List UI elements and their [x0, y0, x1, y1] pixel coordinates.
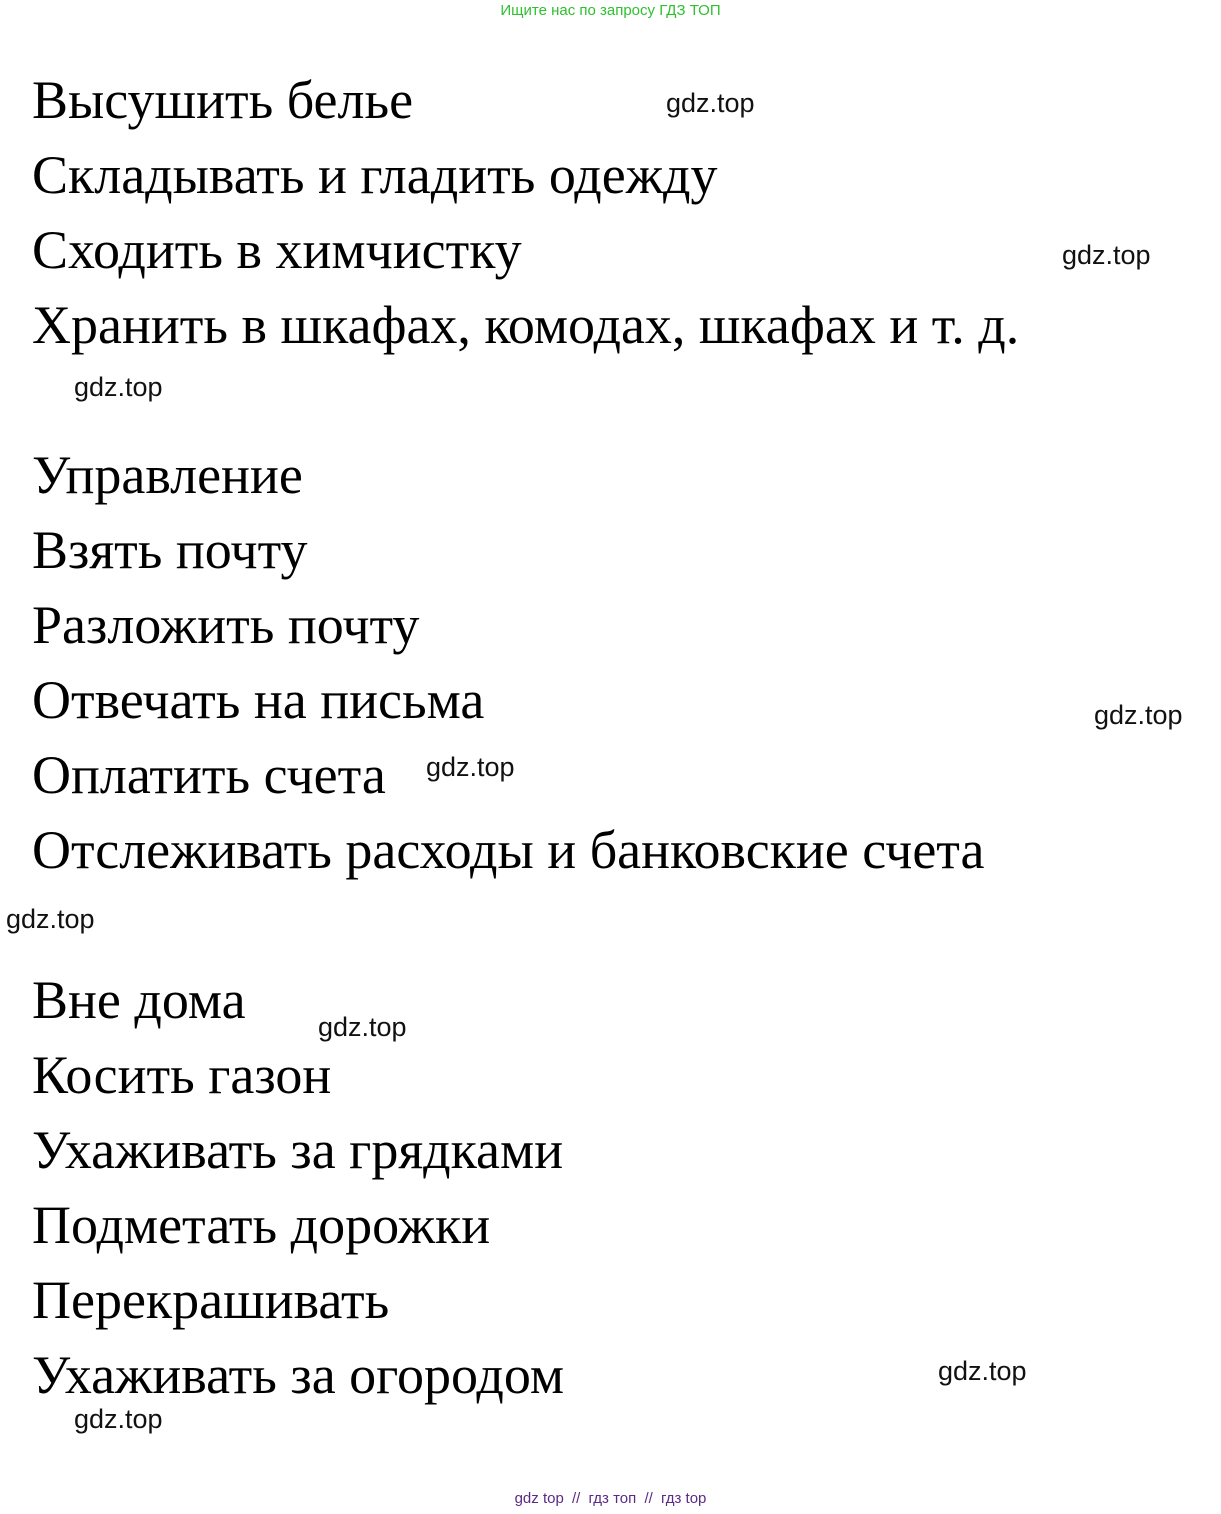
footer-separator: // — [571, 1490, 581, 1507]
watermark: gdz.top — [74, 1404, 163, 1434]
watermark: gdz.top — [666, 88, 755, 118]
footer-link[interactable]: гдз top — [660, 1490, 707, 1507]
footer-separator: // — [644, 1490, 653, 1507]
section-heading: Вне дома — [32, 970, 246, 1030]
watermark: gdz.top — [74, 372, 163, 402]
text-line: Хранить в шкафах, комодах, шкафах и т. д. — [32, 295, 1020, 355]
watermark: gdz.top — [938, 1356, 1027, 1386]
footer-link[interactable]: гдз топ — [588, 1490, 637, 1507]
top-banner: Ищите нас по запросу ГДЗ ТОП — [500, 2, 721, 19]
text-line: Отвечать на письма — [32, 670, 485, 730]
watermark: gdz.top — [6, 904, 95, 934]
text-line: Ухаживать за огородом — [32, 1345, 565, 1405]
text-line: Разложить почту — [32, 595, 420, 655]
text-line: Перекрашивать — [32, 1270, 390, 1330]
section-heading: Управление — [32, 445, 303, 505]
watermark: gdz.top — [426, 752, 515, 782]
watermark: gdz.top — [318, 1012, 407, 1042]
text-line: Подметать дорожки — [32, 1195, 491, 1255]
watermark: gdz.top — [1094, 700, 1183, 730]
text-line: Сходить в химчистку — [32, 220, 522, 280]
text-line: Косить газон — [32, 1045, 332, 1105]
text-line: Высушить белье — [32, 70, 414, 130]
text-line: Ухаживать за грядками — [32, 1120, 564, 1180]
text-line: Отслеживать расходы и банковские счета — [32, 820, 985, 880]
text-line: Взять почту — [32, 520, 308, 580]
footer — [0, 1490, 1221, 1507]
footer-link[interactable]: gdz top — [514, 1490, 564, 1507]
text-line: Оплатить счета — [32, 745, 386, 805]
watermark: gdz.top — [1062, 240, 1151, 270]
text-line: Складывать и гладить одежду — [32, 145, 718, 205]
